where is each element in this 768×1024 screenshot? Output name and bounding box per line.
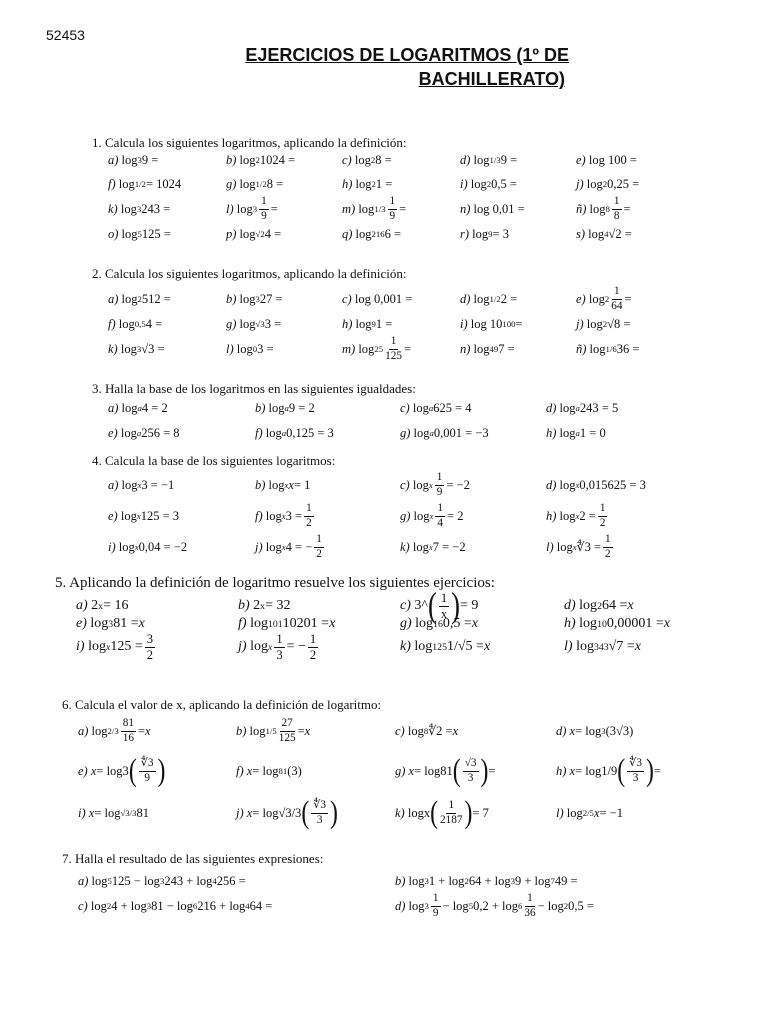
exercise-item: h) log 9 1 = <box>342 316 393 331</box>
exercise-item: d) x = log 3 (3√3) <box>556 723 634 738</box>
exercise-item: g) log x 1 4 = 2 <box>400 502 464 529</box>
exercise-item: b) log a 9 = 2 <box>255 400 315 415</box>
exercise-item: f) log 0,5 4 = <box>108 316 163 331</box>
exercise-item: h) log x 2 = 1 2 <box>546 502 606 529</box>
exercise-item: b) log 3 1 + log 2 64 + log 3 9 + log 7 49 = <box>395 873 578 888</box>
exercise-item: e) log a 256 = 8 <box>108 425 180 440</box>
exercise-item: a) log 2/3 81 16 = x <box>78 717 151 744</box>
exercise-item: ñ) log 8 1 8 = <box>576 195 631 222</box>
exercise-item: a) log a 4 = 2 <box>108 400 168 415</box>
exercise-heading: 2. Calcula los siguientes logaritmos, aplicando la definición: <box>92 266 407 281</box>
exercise-item: h) log 2 1 = <box>342 176 393 191</box>
exercise-item: k) log 3 √3 = <box>108 341 165 356</box>
exercise-item: c) log 2 8 = <box>342 152 392 167</box>
exercise-item: i) log 10 100 = <box>460 316 523 331</box>
exercise-item: m) log 1/3 1 9 = <box>342 195 407 222</box>
exercise-item: g) log 1/2 8 = <box>226 176 284 191</box>
exercise-item: c) log 8 ∜2 = x <box>395 723 459 738</box>
exercise-item: f) x = log 81 (3) <box>236 763 302 778</box>
exercise-item: p) log √2 4 = <box>226 226 282 241</box>
exercise-item: n) log 49 7 = <box>460 341 515 356</box>
exercise-item: d) log a 243 = 5 <box>546 400 619 415</box>
exercise-item: f) log a 0,125 = 3 <box>255 425 334 440</box>
exercise-item: j) log 2 0,25 = <box>576 176 640 191</box>
document-id: 52453 <box>46 27 85 43</box>
exercise-item: k) log 125 1/√5 = x <box>400 639 491 654</box>
exercise-item: j) log 2 √8 = <box>576 316 631 331</box>
exercise-item: l) log x ∜3 = 1 2 <box>546 533 611 560</box>
exercise-item: f) log 101 10201 = x <box>238 616 336 631</box>
exercise-item: e) log 3 81 = x <box>76 616 145 631</box>
exercise-item: d) log 3 1 9 − log 5 0,2 + log 6 1 36 − log 2 0,5 = <box>395 892 594 919</box>
exercise-item: g) log a 0,001 = −3 <box>400 425 489 440</box>
exercise-item: f) log 1/2 = 1024 <box>108 176 182 191</box>
exercise-heading: 1. Calcula los siguientes logaritmos, aplicando la definición: <box>92 135 407 150</box>
exercise-item: b) log x x = 1 <box>255 477 311 492</box>
exercise-item: c) log 0,001 = <box>342 291 413 306</box>
title-line-2: BACHILLERATO) <box>418 69 565 89</box>
exercise-item: d) log 1/3 9 = <box>460 152 518 167</box>
exercise-item: e) log x 125 = 3 <box>108 508 180 523</box>
exercise-item: a) log 3 9 = <box>108 152 159 167</box>
exercise-item: c) log a 625 = 4 <box>400 400 472 415</box>
exercise-item: e) log 100 = <box>576 152 637 167</box>
exercise-item: d) log 2 64 = x <box>564 598 634 613</box>
exercise-item: b) 2 x = 32 <box>238 598 291 613</box>
exercise-item: l) log 2/5 x = −1 <box>556 805 623 820</box>
exercise-item: e) x = log3 ( ∜3 9 ) <box>78 752 166 788</box>
exercise-item: k) log 3 243 = <box>108 201 171 216</box>
exercise-item: i) log x 0,04 = −2 <box>108 539 188 554</box>
exercise-item: a) log 2 512 = <box>108 291 171 306</box>
exercise-item: k) log x 7 = −2 <box>400 539 466 554</box>
exercise-item: d) log 1/2 2 = <box>460 291 518 306</box>
exercise-item: i) log x 125 = 3 2 <box>76 631 154 662</box>
exercise-heading: 7. Halla el resultado de las siguientes expresiones: <box>62 851 324 866</box>
exercise-item: a) log x 3 = −1 <box>108 477 175 492</box>
exercise-heading: 4. Calcula la base de los siguientes logaritmos: <box>92 453 336 468</box>
exercise-item: b) log 2 1024 = <box>226 152 296 167</box>
exercise-item: s) log 4 √2 = <box>576 226 632 241</box>
exercise-item: l) log 343 √7 = x <box>564 639 641 654</box>
exercise-item: l) log 3 1 9 = <box>226 195 278 222</box>
exercise-item: c) 3^ ( 1 x ) = 9 <box>400 584 479 626</box>
exercise-item: r) log 9 = 3 <box>460 226 509 241</box>
exercise-item: i) x = log √3/3 81 <box>78 805 149 820</box>
exercise-item: ñ) log 1/6 36 = <box>576 341 640 356</box>
exercise-item: g) log √3 3 = <box>226 316 282 331</box>
exercise-item: j) log x 1 3 = − 1 2 <box>238 631 317 662</box>
exercise-item: k) logx ( 1 2187 ) = 7 <box>395 794 489 830</box>
exercise-item: g) log 16 0,5 = x <box>400 616 478 631</box>
exercise-item: f) log x 3 = 1 2 <box>255 502 312 529</box>
exercise-item: d) log x 0,015625 = 3 <box>546 477 646 492</box>
exercise-item: c) log x 1 9 = −2 <box>400 471 470 498</box>
exercise-heading: 5. Aplicando la definición de logaritmo resuelve los siguientes ejercicios: <box>55 575 495 591</box>
exercise-item: b) log 1/5 27 125 = x <box>236 717 311 744</box>
exercise-item: o) log 5 125 = <box>108 226 171 241</box>
exercise-item: h) log 10 0,00001 = x <box>564 616 670 631</box>
exercise-item: e) log 2 1 64 = <box>576 285 632 312</box>
exercise-item: m) log 25 1 125 = <box>342 335 411 362</box>
exercise-heading: 3. Halla la base de los logaritmos en las siguientes igualdades: <box>92 381 416 396</box>
exercise-item: a) log 5 125 − log 3 243 + log 4 256 = <box>78 873 246 888</box>
exercise-item: h) log a 1 = 0 <box>546 425 606 440</box>
title-line-1: EJERCICIOS DE LOGARITMOS (1º DE <box>245 45 569 65</box>
exercise-item: g) x = log81 ( √3 3 ) = <box>395 752 496 788</box>
exercise-item: i) log 2 0,5 = <box>460 176 517 191</box>
exercise-item: h) x = log1/9 ( ∜3 3 ) = <box>556 752 661 788</box>
exercise-item: j) log x 4 = − 1 2 <box>255 533 322 560</box>
exercise-item: c) log 2 4 + log 3 81 − log 6 216 + log 4 64 = <box>78 898 273 913</box>
exercise-heading: 6. Calcula el valor de x, aplicando la definición de logaritmo: <box>62 697 382 712</box>
exercise-item: b) log 3 27 = <box>226 291 283 306</box>
exercise-item: a) 2 x = 16 <box>76 598 129 613</box>
exercise-item: l) log 0 3 = <box>226 341 274 356</box>
exercise-item: j) x = log√3/3 ( ∜3 3 ) <box>236 794 338 830</box>
exercise-item: q) log 216 6 = <box>342 226 402 241</box>
exercise-item: n) log 0,01 = <box>460 201 525 216</box>
page-title <box>197 43 569 91</box>
